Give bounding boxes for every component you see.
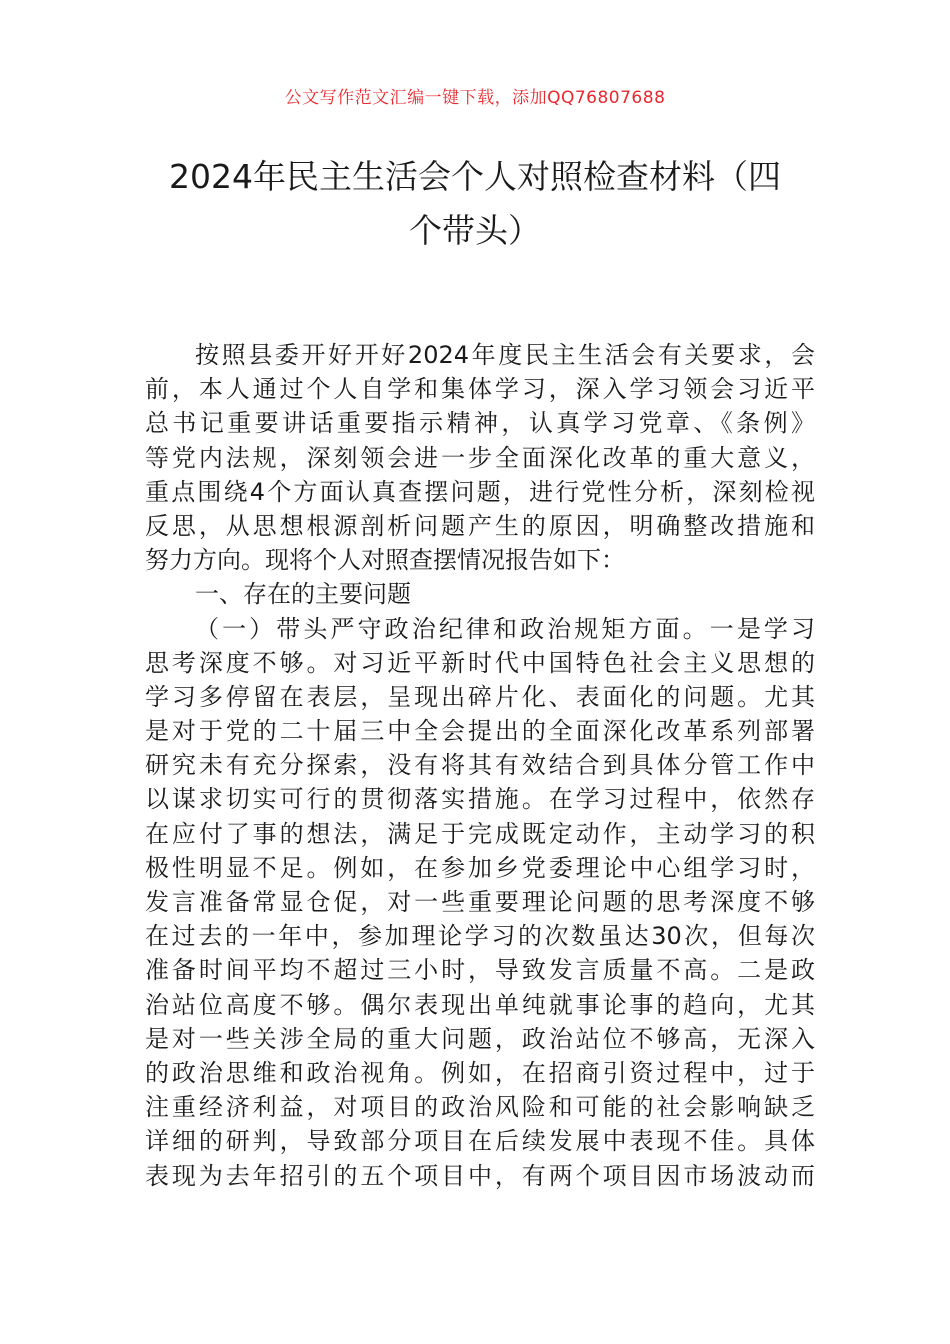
- body-line: 注重经济利益，对项目的政治风险和可能的社会影响缺乏: [145, 1093, 815, 1122]
- body-line: 学习多停留在表层，呈现出碎片化、表面化的问题。尤其: [145, 682, 815, 711]
- document-title: [140, 150, 810, 258]
- section-heading: 一、存在的主要问题: [195, 580, 411, 609]
- body-line: （一）带头严守政治纪律和政治规矩方面。一是学习: [195, 614, 815, 643]
- body-line: 思考深度不够。对习近平新时代中国特色社会主义思想的: [145, 648, 815, 677]
- body-line: 研究未有充分探索，没有将其有效结合到具体分管工作中: [145, 751, 815, 780]
- body-line: 准备时间平均不超过三小时，导致发言质量不高。二是政: [145, 956, 815, 985]
- body-line: 总书记重要讲话重要指示精神，认真学习党章、《条例》: [145, 409, 815, 438]
- title-line-1: 2024年民主生活会个人对照检查材料（四: [169, 157, 781, 196]
- body-line: 极性明显不足。例如，在参加乡党委理论中心组学习时，: [145, 853, 815, 882]
- body-line: 在应付了事的想法，满足于完成既定动作，主动学习的积: [145, 819, 815, 848]
- body-line: 努力方向。现将个人对照查摆情况报告如下：: [145, 546, 625, 575]
- title-line-2: 个带头）: [409, 211, 541, 250]
- body-line: 前，本人通过个人自学和集体学习，深入学习领会习近平: [145, 375, 815, 404]
- body-line: 治站位高度不够。偶尔表现出单纯就事论事的趋向，尤其: [145, 990, 815, 1019]
- body-line: 等党内法规，深刻领会进一步全面深化改革的重大意义，: [145, 443, 815, 472]
- promo-banner[interactable]: 公文写作范文汇编一键下载，添加QQ76807688: [284, 88, 666, 108]
- body-line: 是对一些关涉全局的重大问题，政治站位不够高，无深入: [145, 1024, 815, 1053]
- body-line: 按照县委开好开好2024年度民主生活会有关要求，会: [195, 341, 815, 369]
- body-line: 反思，从思想根源剖析问题产生的原因，明确整改措施和: [145, 511, 815, 540]
- document-body: [145, 338, 815, 1193]
- body-line: 是对于党的二十届三中全会提出的全面深化改革系列部署: [145, 717, 815, 746]
- body-line: 详细的研判，导致部分项目在后续发展中表现不佳。具体: [145, 1127, 815, 1156]
- body-line: 在过去的一年中，参加理论学习的次数虽达30次，但每次: [145, 922, 815, 951]
- body-line: 发言准备常显仓促，对一些重要理论问题的思考深度不够: [145, 888, 815, 916]
- body-line: 重点围绕4个方面认真查摆问题，进行党性分析，深刻检视: [145, 477, 815, 506]
- body-line: 以谋求切实可行的贯彻落实措施。在学习过程中，依然存: [145, 785, 815, 814]
- body-line: 的政治思维和政治视角。例如，在招商引资过程中，过于: [145, 1058, 815, 1087]
- body-line: 表现为去年招引的五个项目中，有两个项目因市场波动而: [145, 1161, 815, 1190]
